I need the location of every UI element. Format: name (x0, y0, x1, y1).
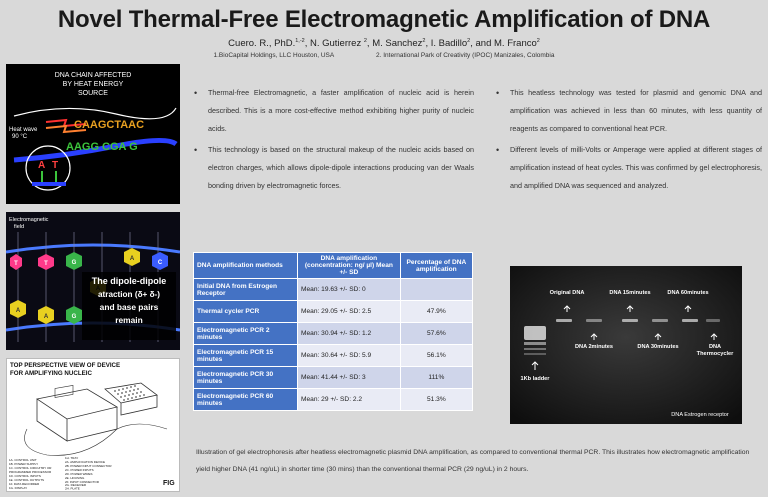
dna-sequence-bottom: AAGG CGA G (66, 141, 138, 153)
author-affiliation-mark: 2 (536, 37, 540, 44)
ladder-band (524, 342, 546, 345)
gel-band (586, 319, 602, 322)
figure-caption-line: BY HEAT ENERGY (62, 81, 124, 88)
gel-label-30min: DNA 30minutes (637, 344, 679, 350)
dna-heat-illustration (6, 64, 180, 204)
gel-band (706, 319, 720, 322)
strand-segment (32, 182, 66, 186)
legend-item: 2G. RECEIVER (65, 483, 87, 487)
author-name: N. Gutierrez (310, 38, 362, 49)
percentage-cell: 51.3% (400, 389, 472, 411)
legend-item: 1H. TRAY (65, 456, 79, 460)
value-cell: Mean: 29.05 +/- SD: 2.5 (298, 301, 401, 323)
control-unit-top (37, 389, 117, 419)
dipole-figure (6, 212, 180, 350)
author-separator: , (366, 38, 373, 49)
gel-caption: Illustration of gel electrophoresis after heatless electromagnetic plasmid DNA amplification, as compared to conventional thermal PCR. This illustrates how electromagnetic amplification yield higher DNA (41 ng/uL) in shorter time (30 mins) than the conventional thermal PCR (29 ng/uL) in 2 hours. (196, 449, 750, 473)
dipole-text-line: and base pairs (99, 302, 159, 312)
table-row (194, 323, 473, 345)
table-row (194, 345, 473, 367)
percentage-cell (400, 279, 472, 301)
method-cell: Electromagnetic PCR 30 minutes (194, 367, 298, 389)
value-cell: Mean: 30.64 +/- SD: 5.9 (298, 345, 401, 367)
bullet-item: • Thermal-free Electromagnetic, a faster amplification of nucleic acid is herein described. This is a more cost-effective method exhibiting higher purity of nucleic acids. (192, 84, 474, 138)
display-panel (55, 385, 73, 397)
bullet-item: • This heatless technology was tested for plasmid and genomic DNA and amplification was achieved in less than 60 minutes, with less quantity of reagents as compared to conventional heat PCR. (494, 84, 762, 138)
method-cell: Initial DNA from Estrogen Receptor (194, 279, 298, 301)
value-cell: Mean: 30.94 +/- SD: 1.2 (298, 323, 401, 345)
ladder-band (524, 353, 546, 355)
power-wire (25, 424, 168, 455)
table-row (194, 279, 473, 301)
author-name: Cuero. R., PhD. (228, 38, 296, 49)
percentage-cell: 57.6% (400, 323, 472, 345)
method-cell: Electromagnetic PCR 60 minutes (194, 389, 298, 411)
value-cell: Mean: 29 +/- SD: 2.2 (298, 389, 401, 411)
method-cell: Thermal cycler PCR (194, 301, 298, 323)
author-affiliation-mark: 2 (422, 37, 426, 44)
author-name: I. Badillo (430, 38, 468, 49)
device-figure (6, 358, 180, 492)
gel-label-receptor: DNA Estrogen receptor (671, 412, 729, 418)
percentage-cell: 111% (400, 367, 472, 389)
heat-temperature-label: 90 °C (12, 134, 28, 140)
amplification-device-side (121, 395, 157, 415)
author-name: M. Franco (494, 38, 537, 49)
device-title-line: TOP PERSPECTIVE VIEW OF DEVICE (10, 362, 121, 369)
legend-item: 1D. CONTROL INPUTS (9, 474, 41, 478)
bullet-item: • Different levels of milli-Volts or Amperage were applied at different stages of amplification instead of heat cycles. This was confirmed by gel electrophoresis, and amplified DNA was sequenced and analyzed. (494, 141, 762, 195)
author-affiliation-mark: 2 (363, 37, 367, 44)
legend-item: 1B. POWER SUPPLY (9, 462, 39, 466)
nucleotide-letter: A (129, 256, 135, 262)
gel-label-thermocycler: DNA Thermocycler (696, 344, 734, 357)
bullet-list-left (192, 84, 474, 198)
legend-item: 2A. AMPLIFICATION DEVICE (65, 460, 105, 464)
figure-caption-line: DNA CHAIN AFFECTED (54, 72, 132, 79)
percentage-cell: 56.1% (400, 345, 472, 367)
author-affiliation-mark: 2 (467, 37, 471, 44)
gel-label-original: Original DNA (549, 290, 585, 296)
author-separator: , (425, 38, 431, 49)
dna-sequence-top: CAAGCTAAC (74, 119, 145, 131)
dipole-text-line: The dipole-dipole (91, 276, 167, 286)
author-name: M. Sanchez (372, 38, 423, 49)
table-header: Percentage of DNA amplification (400, 253, 472, 279)
legend-item: 2D. POWER WIRES (65, 472, 93, 476)
figure-caption-line: SOURCE (78, 90, 108, 97)
value-cell: Mean: 19.63 +/- SD: 0 (298, 279, 401, 301)
field-label: Electromagnetic (9, 217, 49, 223)
nucleotide-letter: G (71, 260, 77, 266)
percentage-cell: 47.9% (400, 301, 472, 323)
bullet-item: • This technology is based on the structural makeup of the nucleic acids based on electron charges, which allows dipole-dipole interactions producing van der Waals bonding driven by electromagnetic forces. (192, 141, 474, 195)
base-pair-right: T (52, 160, 59, 171)
gel-band (556, 319, 572, 322)
base-pair-left: A (38, 160, 46, 171)
device-drawing (7, 359, 179, 491)
table-header: DNA amplification methods (194, 253, 298, 279)
legend-item: 1C. CONTROL CIRCUITRY OR (9, 466, 52, 470)
legend-item: 2C. POWER INPUTS (65, 468, 94, 472)
dipole-text-line: remain (115, 315, 143, 325)
poster-title: Novel Thermal-Free Electromagnetic Amplification of DNA (57, 6, 711, 33)
gel-band (622, 319, 638, 322)
legend-item: 1A. CONTROL UNIT (9, 458, 37, 462)
figure-number: FIG (163, 480, 175, 487)
affiliations (0, 52, 768, 59)
gel-label-60min: DNA 60minutes (667, 290, 709, 296)
method-cell: Electromagnetic PCR 2 minutes (194, 323, 298, 345)
legend-item: 2H. PLATE (65, 486, 80, 491)
bullet-list-right (494, 84, 762, 198)
device-title-line: FOR AMPLIFYING NUCLEIC (10, 370, 92, 377)
author-separator: , and (470, 38, 494, 49)
author-affiliation-mark: 1,-2 (295, 37, 305, 44)
method-cell: Electromagnetic PCR 15 minutes (194, 345, 298, 367)
dna-heat-figure (6, 64, 180, 204)
legend-item: 2F. INPUT CONNECTOR (65, 480, 99, 484)
value-cell: Mean: 41.44 +/- SD: 3 (298, 367, 401, 389)
nucleotide-letter: A (15, 308, 21, 314)
gel-label-ladder: 1Kb ladder (520, 376, 550, 382)
gel-label-15min: DNA 15minutes (609, 290, 651, 296)
legend-item: 1G. DISPLAY (9, 486, 28, 490)
author-separator: , (304, 38, 310, 49)
legend-item: 1F. DATA RECORDER (9, 482, 40, 486)
dipole-illustration (6, 212, 180, 350)
gel-label-2min: DNA 2minutes (574, 344, 614, 350)
gel-electrophoresis-image (510, 266, 742, 424)
legend-item: 2B. POWER INPUT CONNECTOR (65, 464, 112, 468)
dipole-text-line: atraction (δ+ δ-) (97, 290, 161, 299)
dna-backbone (14, 108, 176, 119)
ladder-band (524, 348, 546, 350)
table-header: DNA amplification (concentration: ng/ µl) Mean +/- SD (298, 253, 401, 279)
author-line (0, 38, 768, 49)
table-row (194, 301, 473, 323)
nucleotide-letter: G (71, 314, 77, 320)
nucleotide-letter: C (157, 260, 163, 266)
table-header-row (194, 253, 473, 279)
ladder-band (524, 326, 546, 340)
legend-item: PROGRAMMED PROCESSOR (9, 470, 52, 474)
gel-band (652, 319, 668, 322)
field-label: field (14, 224, 25, 230)
affiliation: 1.BioCapital Holdings, LLC Houston, USA (213, 52, 335, 59)
control-unit-side (37, 399, 67, 441)
table-row (194, 367, 473, 389)
legend-item: 2E. HOUSING (65, 476, 85, 480)
nucleotide-letter: A (43, 314, 49, 320)
nucleotide-letter: T (14, 261, 18, 267)
legend-item: 1E. CONTROL OUTPUTS (9, 478, 45, 482)
table-row (194, 389, 473, 411)
amplification-table (193, 252, 473, 411)
heat-wave-label: Heat wave (9, 127, 38, 133)
affiliation: 2. International Park of Creativity (IPOC) Manizales, Colombia (376, 52, 555, 59)
gel-band (682, 319, 698, 322)
amplification-device-top (105, 383, 157, 403)
nucleotide-letter: T (44, 261, 48, 267)
